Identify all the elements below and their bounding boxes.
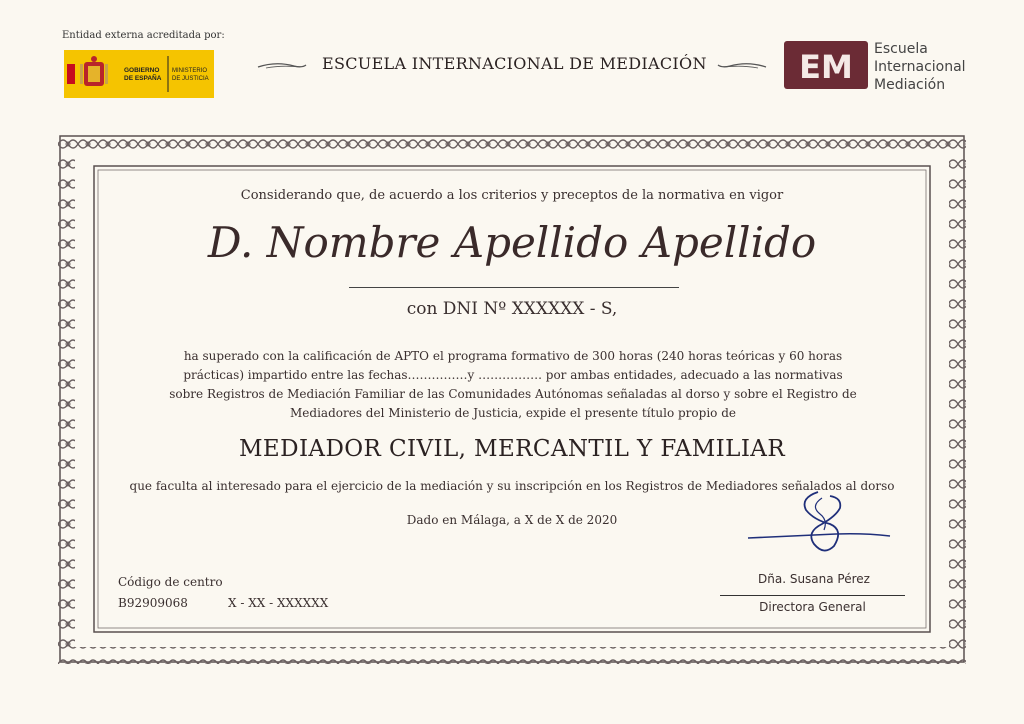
degree-title: MEDIADOR CIVIL, MERCANTIL Y FAMILIAR [238,436,786,462]
handwritten-signature [744,484,894,568]
center-code-label: Código de centro [118,575,223,589]
issue-date-place: Dado en Málaga, a X de X de 2020 [406,513,618,527]
em-logo-line-3: Mediación [874,77,946,93]
em-logo [784,41,868,89]
signer-title: Directora General [759,600,866,614]
recipient-name: D. Nombre Apellido Apellido [207,218,817,267]
signer-name: Dña. Susana Pérez [758,572,870,586]
svg-text:GOBIERNO: GOBIERNO [124,67,160,74]
certificate-body-text: ha superado con la calificación de APTO el programa formativo de 300 horas (240 horas teóricas y 60 horas prácticas) impartido entre las fechas……………y ……………. por ambas entidades, adecuado a las normativas sobre Registros de Mediación Familiar de las Comunidades Autónomas señaladas al dorso y sobre el Registro de Mediadores del Ministerio de Justicia, expide el presente título propio de [169,349,857,420]
em-logo-line-2: Internacional [874,59,966,75]
center-code: B92909068 [118,596,188,610]
accreditation-label: Entidad externa acreditada por: [62,30,225,41]
recipient-dni: con DNI Nº XXXXXX - S, [406,299,618,319]
em-logo-line-1: Escuela [874,41,928,57]
em-logo-wordmark [874,40,966,94]
left-flourish-ornament [256,58,308,77]
right-flourish-ornament [716,58,768,77]
svg-text:DE ESPAÑA: DE ESPAÑA [124,75,162,82]
svg-text:EM: EM [799,48,853,86]
school-title: ESCUELA INTERNACIONAL DE MEDIACIÓN [322,54,707,73]
registry-code: X - XX - XXXXXX [228,596,329,610]
svg-text:MINISTERIO: MINISTERIO [172,68,208,74]
name-underline [349,287,679,288]
considering-statement: Considerando que, de acuerdo a los criterios y preceptos de la normativa en vigor [240,188,784,203]
government-logo [64,50,214,98]
svg-text:DE JUSTICIA: DE JUSTICIA [172,76,209,82]
signature-line [720,595,905,596]
faculty-statement: que faculta al interesado para el ejercicio de la mediación y su inscripción en los Registros de Mediadores señalados al dorso [129,479,895,493]
